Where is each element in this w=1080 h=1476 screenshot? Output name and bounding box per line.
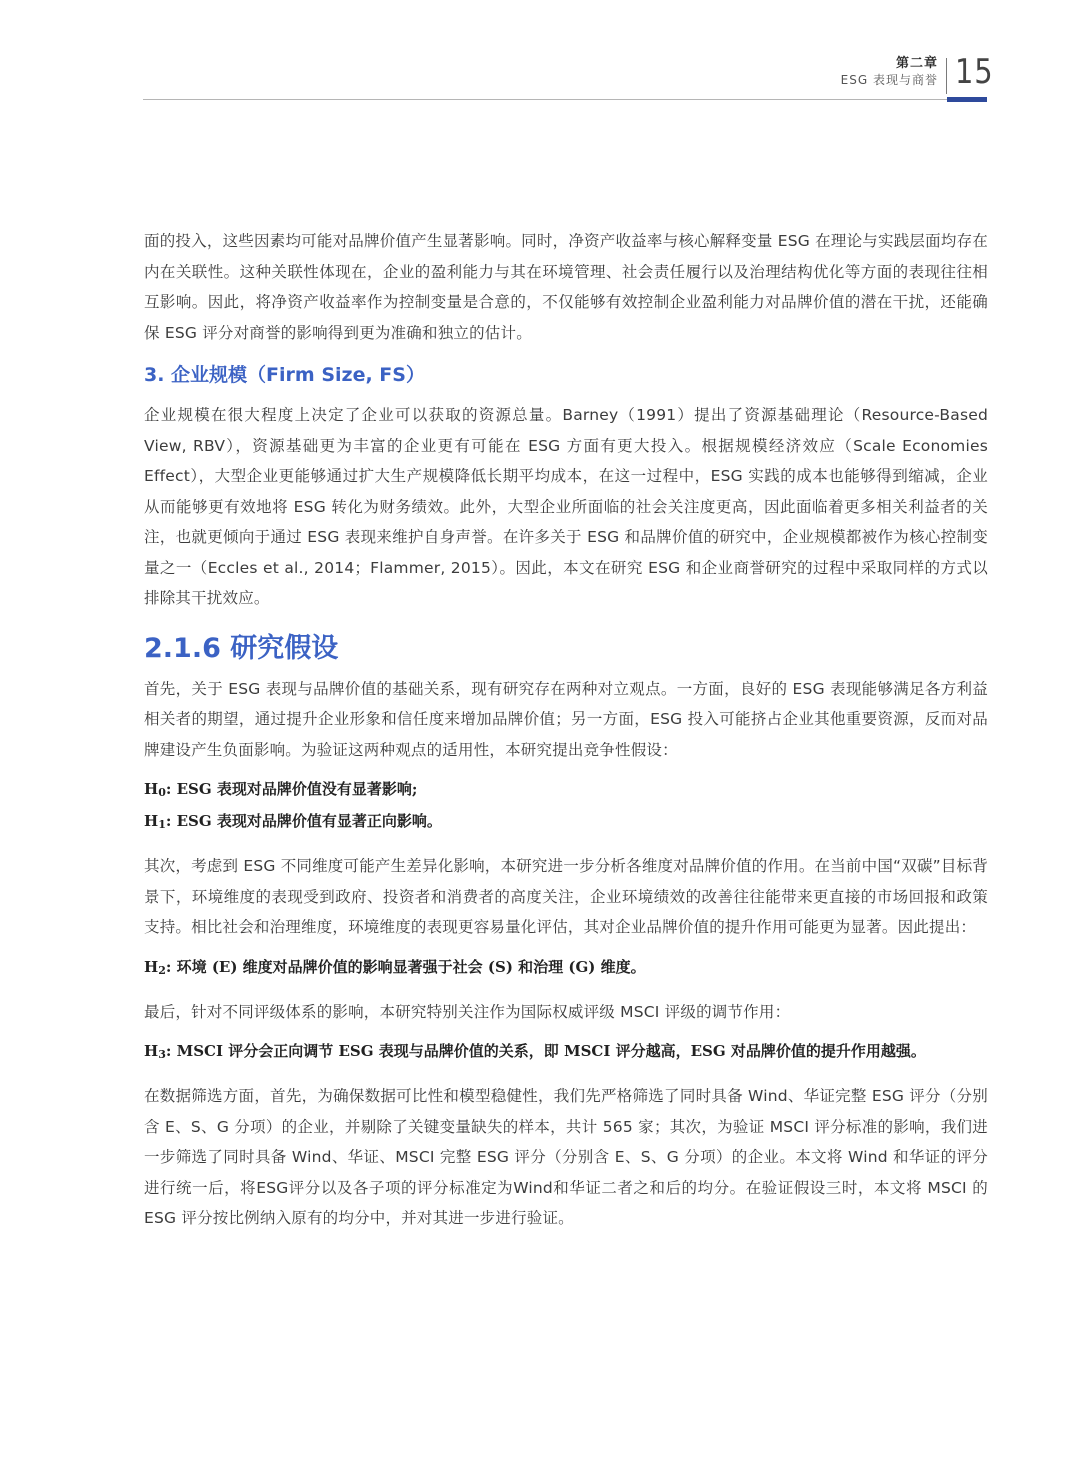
hypotheses-h2 [144, 953, 988, 985]
paragraph-data-screening: 在数据筛选方面，首先，为确保数据可比性和模型稳健性，我们先严格筛选了同时具备 Wind、华证完整 ESG 评分（分别含 E、S、G 分项）的企业，并剔除了关键变量缺失的样本，共计 565 家；其次，为验证 MSCI 评分标准的影响，我们进一步筛选了同时具备 Wind、华证、MSCI 完整 ESG 评分（分别含 E、S、G 分项）的企业。本文将 Wind 和华证的评分进行统一后，将ESG评分以及各子项的评分标准定为Wind和华证二者之和后的均分。在验证假设三时，本文将 MSCI 的 ESG 评分按比例纳入原有的均分中，并对其进一步进行验证。 [144, 1087, 988, 1227]
hypothesis-h2-label: H [144, 957, 159, 976]
section-heading-hypotheses: 2.1.6 研究假设 [144, 632, 339, 664]
hypothesis-h0-sub: 0 [158, 786, 166, 799]
hypothesis-h0-label: H [144, 780, 159, 798]
hypothesis-h0-text: : ESG 表现对品牌价值没有显著影响; [165, 780, 418, 798]
hypothesis-h3-sub: 3 [158, 1048, 166, 1061]
hypothesis-h2 [144, 953, 988, 985]
firm-size-heading: 3. 企业规模（Firm Size, FS） [144, 364, 425, 386]
page-number: 15 [955, 52, 994, 92]
hypothesis-h2-sub: 2 [158, 963, 166, 977]
header-rule [143, 99, 987, 100]
hypothesis-h1-label: H [144, 812, 159, 830]
hypothesis-h2-text: : 环境 (E) 维度对品牌价值的影响显著强于社会 (S) 和治理 (G) 维度。 [165, 957, 646, 976]
hypothesis-h3 [144, 1037, 988, 1069]
header-accent-bar [947, 97, 987, 102]
header-divider [946, 58, 947, 94]
hypothesis-h3-text: : MSCI 评分会正向调节 ESG 表现与品牌价值的关系，即 MSCI 评分越高，ESG 对品牌价值的提升作用越强。 [165, 1042, 926, 1060]
paragraph-intro-h0h1: 首先，关于 ESG 表现与品牌价值的基础关系，现有研究存在两种对立观点。一方面，良好的 ESG 表现能够满足各方利益相关者的期望，通过提升企业形象和信任度来增加品牌价值；另一方面，ESG 投入可能挤占企业其他重要资源，反而对品牌建设产生负面影响。为验证这两种观点的适用性，本研究提出竞争性假设： [144, 679, 988, 759]
paragraph-roe: 面的投入，这些因素均可能对品牌价值产生显著影响。同时，净资产收益率与核心解释变量 ESG 在理论与实践层面均存在内在关联性。这种关联性体现在，企业的盈利能力与其在环境管理、社会责任履行以及治理结构优化等方面的表现往往相互影响。因此，将净资产收益率作为控制变量是合意的，不仅能够有效控制企业盈利能力对品牌价值的潜在干扰，还能确保 ESG 评分对商誉的影响得到更为准确和独立的估计。 [144, 232, 988, 342]
hypothesis-h0 [144, 775, 988, 807]
chapter-label: 第二章 [895, 56, 938, 71]
paragraph-intro-h2: 其次，考虑到 ESG 不同维度可能产生差异化影响，本研究进一步分析各维度对品牌价值的作用。在当前中国“双碳”目标背景下，环境维度的表现受到政府、投资者和消费者的高度关注，企业环境绩效的改善往往能带来更直接的市场回报和政策支持。相比社会和治理维度，环境维度的表现更容易量化评估，其对企业品牌价值的提升作用可能更为显著。因此提出： [144, 857, 988, 936]
chapter-info [841, 56, 938, 88]
paragraph-firm-size: 企业规模在很大程度上决定了企业可以获取的资源总量。Barney（1991）提出了资源基础理论（Resource-Based View, RBV），资源基础更为丰富的企业更有可能在 ESG 方面有更大投入。根据规模经济效应（Scale Economies Effect），大型企业更能够通过扩大生产规模降低长期平均成本，在这一过程中，ESG 实践的成本也能够得到缩减，企业从而能够更有效地将 ESG 转化为财务绩效。此外，大型企业所面临的社会关注度更高，因此面临着更多相关利益者的关注，也就更倾向于通过 ESG 表现来维护自身声誉。在许多关于 ESG 和品牌价值的研究中，企业规模都被作为核心控制变量之一（Eccles et al., 2014；Flammer, 2015）。因此，本文在研究 ESG 和企业商誉研究的过程中采取同样的方式以排除其干扰效应。 [144, 406, 988, 607]
chapter-title: ESG 表现与商誉 [840, 73, 938, 87]
page-body [144, 226, 988, 1234]
page-header [0, 0, 1080, 110]
paragraph-intro-h3: 最后，针对不同评级体系的影响，本研究特别关注作为国际权威评级 MSCI 评级的调节作用： [144, 1002, 791, 1021]
hypothesis-h1 [144, 807, 988, 839]
hypothesis-h1-text: : ESG 表现对品牌价值有显著正向影响。 [165, 812, 442, 830]
hypotheses-h0-h1 [144, 775, 988, 839]
hypotheses-h3 [144, 1037, 988, 1069]
hypothesis-h1-sub: 1 [158, 818, 166, 831]
hypothesis-h3-label: H [144, 1042, 159, 1060]
